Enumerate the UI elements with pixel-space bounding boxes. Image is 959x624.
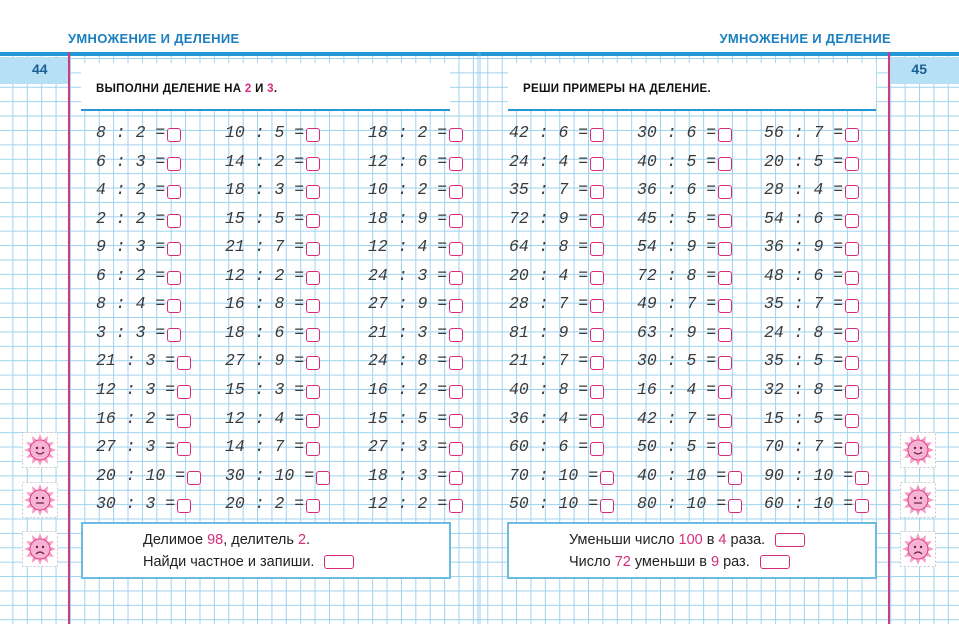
answer-box[interactable] bbox=[718, 242, 732, 256]
division-example bbox=[96, 323, 165, 343]
example-expression: 14 : 2 = bbox=[225, 151, 305, 171]
right-page-header: УМНОЖЕНИЕ И ДЕЛЕНИЕ bbox=[719, 31, 891, 46]
division-example bbox=[509, 237, 588, 257]
right-margin-line bbox=[888, 52, 890, 624]
example-expression: 21 : 7 = bbox=[509, 351, 589, 371]
answer-box[interactable] bbox=[306, 414, 320, 428]
answer-box[interactable] bbox=[449, 442, 463, 456]
example-expression: 70 : 7 = bbox=[764, 437, 844, 457]
answer-box[interactable] bbox=[306, 385, 320, 399]
example-expression: 14 : 7 = bbox=[225, 437, 305, 457]
division-example bbox=[764, 323, 843, 343]
division-example bbox=[764, 180, 843, 200]
answer-box[interactable] bbox=[590, 328, 604, 342]
division-example bbox=[637, 237, 716, 257]
example-expression: 16 : 8 = bbox=[225, 294, 305, 314]
answer-box[interactable] bbox=[306, 442, 320, 456]
division-example bbox=[96, 437, 175, 457]
left-problem-answer-box[interactable] bbox=[324, 555, 354, 569]
answer-box[interactable] bbox=[590, 242, 604, 256]
answer-box[interactable] bbox=[845, 385, 859, 399]
left-problem-line-1: Делимое 98 , делитель 2 . bbox=[143, 532, 311, 548]
example-expression: 42 : 6 = bbox=[509, 123, 589, 142]
answer-box[interactable] bbox=[590, 128, 604, 142]
division-example bbox=[368, 123, 447, 143]
division-example bbox=[637, 294, 716, 314]
answer-box[interactable] bbox=[177, 442, 191, 456]
division-example bbox=[509, 266, 588, 286]
example-expression: 50 : 10 = bbox=[509, 494, 599, 514]
answer-box[interactable] bbox=[306, 185, 320, 199]
example-expression: 15 : 5 = bbox=[368, 408, 448, 428]
answer-box[interactable] bbox=[718, 299, 732, 313]
example-expression: 18 : 2 = bbox=[368, 123, 448, 142]
division-example bbox=[509, 180, 588, 200]
division-example bbox=[96, 266, 165, 286]
example-expression: 54 : 9 = bbox=[637, 237, 717, 257]
answer-box[interactable] bbox=[306, 356, 320, 370]
division-example bbox=[509, 351, 588, 371]
example-expression: 2 : 2 = bbox=[96, 208, 166, 228]
example-expression: 60 : 6 = bbox=[509, 437, 589, 457]
left-margin-line bbox=[68, 52, 70, 624]
division-example bbox=[368, 209, 447, 229]
division-example bbox=[96, 409, 175, 429]
division-example bbox=[368, 437, 447, 457]
example-expression: 48 : 6 = bbox=[764, 265, 844, 285]
division-example bbox=[368, 237, 447, 257]
answer-box[interactable] bbox=[449, 499, 463, 513]
example-expression: 24 : 8 = bbox=[764, 322, 844, 342]
division-example bbox=[225, 409, 304, 429]
right-problem-line-1: Уменьши число 100 в 4 раза. bbox=[569, 532, 805, 548]
division-example bbox=[764, 152, 843, 172]
right-problem-line-2: Число 72 уменьши в 9 раз. bbox=[569, 554, 790, 570]
right-task-text: РЕШИ ПРИМЕРЫ НА ДЕЛЕНИЕ. bbox=[523, 83, 711, 95]
answer-box[interactable] bbox=[167, 328, 181, 342]
division-example bbox=[225, 466, 314, 486]
example-expression: 8 : 2 = bbox=[96, 123, 166, 142]
example-expression: 36 : 6 = bbox=[637, 180, 717, 200]
example-expression: 3 : 3 = bbox=[96, 322, 166, 342]
division-example bbox=[637, 323, 716, 343]
example-expression: 40 : 10 = bbox=[637, 465, 727, 485]
example-expression: 12 : 4 = bbox=[368, 237, 448, 257]
answer-box[interactable] bbox=[306, 271, 320, 285]
answer-box[interactable] bbox=[845, 299, 859, 313]
division-example bbox=[368, 466, 447, 486]
example-expression: 28 : 4 = bbox=[764, 180, 844, 200]
example-expression: 20 : 2 = bbox=[225, 494, 305, 514]
answer-box[interactable] bbox=[177, 356, 191, 370]
division-example bbox=[368, 323, 447, 343]
division-example bbox=[96, 180, 165, 200]
answer-box[interactable] bbox=[590, 414, 604, 428]
answer-box[interactable] bbox=[855, 471, 869, 485]
answer-box[interactable] bbox=[600, 471, 614, 485]
division-example bbox=[637, 466, 726, 486]
division-example bbox=[637, 437, 716, 457]
answer-box[interactable] bbox=[855, 499, 869, 513]
example-expression: 63 : 9 = bbox=[637, 322, 717, 342]
answer-box[interactable] bbox=[728, 471, 742, 485]
example-expression: 70 : 10 = bbox=[509, 465, 599, 485]
answer-box[interactable] bbox=[449, 185, 463, 199]
sun-sad-icon[interactable] bbox=[22, 531, 58, 567]
answer-box[interactable] bbox=[167, 128, 181, 142]
example-expression: 35 : 5 = bbox=[764, 351, 844, 371]
right-page-number: 45 bbox=[911, 61, 927, 77]
right-word-problem bbox=[507, 522, 877, 579]
division-example bbox=[637, 351, 716, 371]
answer-box[interactable] bbox=[187, 471, 201, 485]
answer-box[interactable] bbox=[306, 157, 320, 171]
answer-box[interactable] bbox=[167, 214, 181, 228]
division-example bbox=[764, 466, 853, 486]
division-example bbox=[368, 409, 447, 429]
example-expression: 12 : 2 = bbox=[225, 265, 305, 285]
answer-box[interactable] bbox=[449, 414, 463, 428]
answer-box[interactable] bbox=[177, 414, 191, 428]
example-expression: 15 : 5 = bbox=[764, 408, 844, 428]
answer-box[interactable] bbox=[306, 499, 320, 513]
answer-box[interactable] bbox=[449, 471, 463, 485]
example-expression: 64 : 8 = bbox=[509, 237, 589, 257]
answer-box[interactable] bbox=[845, 128, 859, 142]
answer-box[interactable] bbox=[306, 242, 320, 256]
example-expression: 16 : 2 = bbox=[96, 408, 176, 428]
division-example bbox=[225, 152, 304, 172]
answer-box[interactable] bbox=[718, 214, 732, 228]
division-example bbox=[225, 351, 304, 371]
example-expression: 50 : 5 = bbox=[637, 437, 717, 457]
answer-box[interactable] bbox=[590, 214, 604, 228]
answer-box[interactable] bbox=[845, 414, 859, 428]
division-example bbox=[368, 494, 447, 514]
example-expression: 35 : 7 = bbox=[764, 294, 844, 314]
division-example bbox=[225, 494, 304, 514]
answer-box[interactable] bbox=[167, 242, 181, 256]
example-expression: 60 : 10 = bbox=[764, 494, 854, 514]
example-expression: 40 : 5 = bbox=[637, 151, 717, 171]
answer-box[interactable] bbox=[845, 328, 859, 342]
answer-box[interactable] bbox=[718, 128, 732, 142]
answer-box[interactable] bbox=[306, 128, 320, 142]
sun-neutral-icon[interactable] bbox=[900, 482, 936, 518]
example-expression: 36 : 4 = bbox=[509, 408, 589, 428]
division-example bbox=[637, 266, 716, 286]
left-task-heading bbox=[81, 63, 450, 111]
right-problem-answer-box-2[interactable] bbox=[760, 555, 790, 569]
division-example bbox=[368, 351, 447, 371]
example-expression: 32 : 8 = bbox=[764, 379, 844, 399]
division-example bbox=[96, 123, 165, 143]
division-example bbox=[368, 380, 447, 400]
left-task-text: ВЫПОЛНИ ДЕЛЕНИЕ НА 2 И 3. bbox=[96, 83, 278, 95]
division-example bbox=[368, 294, 447, 314]
sun-neutral-icon[interactable] bbox=[22, 482, 58, 518]
division-example bbox=[96, 466, 185, 486]
sun-happy-icon[interactable] bbox=[22, 432, 58, 468]
answer-box[interactable] bbox=[590, 356, 604, 370]
division-example bbox=[509, 209, 588, 229]
example-expression: 12 : 3 = bbox=[96, 379, 176, 399]
answer-box[interactable] bbox=[177, 385, 191, 399]
answer-box[interactable] bbox=[845, 442, 859, 456]
answer-box[interactable] bbox=[590, 185, 604, 199]
example-expression: 54 : 6 = bbox=[764, 208, 844, 228]
example-expression: 80 : 10 = bbox=[637, 494, 727, 514]
answer-box[interactable] bbox=[845, 356, 859, 370]
example-expression: 16 : 2 = bbox=[368, 379, 448, 399]
book-spine bbox=[477, 52, 481, 624]
division-example bbox=[509, 494, 598, 514]
right-problem-answer-box-1[interactable] bbox=[775, 533, 805, 547]
division-example bbox=[96, 494, 175, 514]
answer-box[interactable] bbox=[600, 499, 614, 513]
example-expression: 30 : 5 = bbox=[637, 351, 717, 371]
answer-box[interactable] bbox=[590, 271, 604, 285]
division-example bbox=[764, 351, 843, 371]
division-example bbox=[509, 409, 588, 429]
division-example bbox=[368, 180, 447, 200]
example-expression: 28 : 7 = bbox=[509, 294, 589, 314]
left-problem-line-2: Найди частное и запиши. bbox=[143, 554, 354, 570]
example-expression: 72 : 9 = bbox=[509, 208, 589, 228]
example-expression: 10 : 5 = bbox=[225, 123, 305, 142]
example-expression: 12 : 6 = bbox=[368, 151, 448, 171]
division-example bbox=[225, 380, 304, 400]
example-expression: 81 : 9 = bbox=[509, 322, 589, 342]
left-page-header: УМНОЖЕНИЕ И ДЕЛЕНИЕ bbox=[68, 31, 240, 46]
answer-box[interactable] bbox=[449, 214, 463, 228]
division-example bbox=[96, 237, 165, 257]
answer-box[interactable] bbox=[316, 471, 330, 485]
example-expression: 27 : 3 = bbox=[96, 437, 176, 457]
example-expression: 4 : 2 = bbox=[96, 180, 166, 200]
answer-box[interactable] bbox=[306, 328, 320, 342]
example-expression: 30 : 6 = bbox=[637, 123, 717, 142]
division-example bbox=[225, 294, 304, 314]
example-expression: 27 : 9 = bbox=[368, 294, 448, 314]
example-expression: 12 : 2 = bbox=[368, 494, 448, 514]
example-expression: 72 : 8 = bbox=[637, 265, 717, 285]
example-expression: 20 : 5 = bbox=[764, 151, 844, 171]
answer-box[interactable] bbox=[449, 299, 463, 313]
division-example bbox=[225, 180, 304, 200]
left-page-number: 44 bbox=[32, 61, 48, 77]
answer-box[interactable] bbox=[845, 185, 859, 199]
answer-box[interactable] bbox=[718, 185, 732, 199]
answer-box[interactable] bbox=[718, 328, 732, 342]
example-expression: 15 : 3 = bbox=[225, 379, 305, 399]
answer-box[interactable] bbox=[449, 385, 463, 399]
answer-box[interactable] bbox=[167, 157, 181, 171]
division-example bbox=[96, 351, 175, 371]
answer-box[interactable] bbox=[845, 214, 859, 228]
example-expression: 20 : 10 = bbox=[96, 465, 186, 485]
division-example bbox=[225, 209, 304, 229]
division-example bbox=[509, 123, 588, 143]
example-expression: 24 : 4 = bbox=[509, 151, 589, 171]
division-example bbox=[96, 152, 165, 172]
division-example bbox=[509, 152, 588, 172]
answer-box[interactable] bbox=[718, 157, 732, 171]
answer-box[interactable] bbox=[306, 299, 320, 313]
example-expression: 49 : 7 = bbox=[637, 294, 717, 314]
example-expression: 9 : 3 = bbox=[96, 237, 166, 257]
division-example bbox=[225, 237, 304, 257]
right-task-heading bbox=[508, 63, 876, 111]
division-example bbox=[225, 123, 304, 143]
division-example bbox=[637, 180, 716, 200]
division-example bbox=[764, 409, 843, 429]
answer-box[interactable] bbox=[845, 271, 859, 285]
division-example bbox=[509, 466, 598, 486]
example-expression: 42 : 7 = bbox=[637, 408, 717, 428]
example-expression: 35 : 7 = bbox=[509, 180, 589, 200]
left-word-problem bbox=[81, 522, 451, 579]
division-example bbox=[637, 494, 726, 514]
answer-box[interactable] bbox=[449, 242, 463, 256]
answer-box[interactable] bbox=[167, 185, 181, 199]
division-example bbox=[637, 123, 716, 143]
division-example bbox=[764, 380, 843, 400]
answer-box[interactable] bbox=[449, 271, 463, 285]
answer-box[interactable] bbox=[718, 356, 732, 370]
division-example bbox=[225, 437, 304, 457]
example-expression: 56 : 7 = bbox=[764, 123, 844, 142]
example-expression: 18 : 9 = bbox=[368, 208, 448, 228]
division-example bbox=[509, 437, 588, 457]
answer-box[interactable] bbox=[718, 414, 732, 428]
division-example bbox=[225, 323, 304, 343]
answer-box[interactable] bbox=[845, 242, 859, 256]
example-expression: 12 : 4 = bbox=[225, 408, 305, 428]
division-example bbox=[637, 152, 716, 172]
example-expression: 21 : 7 = bbox=[225, 237, 305, 257]
example-expression: 18 : 3 = bbox=[368, 465, 448, 485]
division-example bbox=[96, 294, 165, 314]
division-example bbox=[509, 323, 588, 343]
example-expression: 36 : 9 = bbox=[764, 237, 844, 257]
division-example bbox=[764, 266, 843, 286]
example-expression: 30 : 3 = bbox=[96, 494, 176, 514]
division-example bbox=[96, 380, 175, 400]
division-example bbox=[509, 380, 588, 400]
example-expression: 90 : 10 = bbox=[764, 465, 854, 485]
division-example bbox=[637, 409, 716, 429]
example-expression: 21 : 3 = bbox=[96, 351, 176, 371]
answer-box[interactable] bbox=[177, 499, 191, 513]
answer-box[interactable] bbox=[449, 128, 463, 142]
division-example bbox=[225, 266, 304, 286]
answer-box[interactable] bbox=[167, 299, 181, 313]
example-expression: 27 : 9 = bbox=[225, 351, 305, 371]
example-expression: 45 : 5 = bbox=[637, 208, 717, 228]
example-expression: 8 : 4 = bbox=[96, 294, 166, 314]
division-example bbox=[764, 123, 843, 143]
example-expression: 10 : 2 = bbox=[368, 180, 448, 200]
answer-box[interactable] bbox=[449, 328, 463, 342]
division-example bbox=[368, 266, 447, 286]
example-expression: 21 : 3 = bbox=[368, 322, 448, 342]
division-example bbox=[637, 380, 716, 400]
division-example bbox=[368, 152, 447, 172]
answer-box[interactable] bbox=[590, 442, 604, 456]
example-expression: 24 : 8 = bbox=[368, 351, 448, 371]
division-example bbox=[96, 209, 165, 229]
division-example bbox=[764, 209, 843, 229]
answer-box[interactable] bbox=[306, 214, 320, 228]
answer-box[interactable] bbox=[590, 299, 604, 313]
example-expression: 6 : 2 = bbox=[96, 265, 166, 285]
answer-box[interactable] bbox=[449, 157, 463, 171]
example-expression: 40 : 8 = bbox=[509, 379, 589, 399]
division-example bbox=[764, 294, 843, 314]
division-example bbox=[637, 209, 716, 229]
sun-happy-icon[interactable] bbox=[900, 432, 936, 468]
example-expression: 24 : 3 = bbox=[368, 265, 448, 285]
answer-box[interactable] bbox=[845, 157, 859, 171]
answer-box[interactable] bbox=[449, 356, 463, 370]
division-example bbox=[764, 237, 843, 257]
division-example bbox=[764, 437, 843, 457]
answer-box[interactable] bbox=[590, 385, 604, 399]
answer-box[interactable] bbox=[718, 385, 732, 399]
example-expression: 18 : 6 = bbox=[225, 322, 305, 342]
division-example bbox=[764, 494, 853, 514]
example-expression: 15 : 5 = bbox=[225, 208, 305, 228]
answer-box[interactable] bbox=[718, 271, 732, 285]
example-expression: 30 : 10 = bbox=[225, 465, 315, 485]
example-expression: 20 : 4 = bbox=[509, 265, 589, 285]
answer-box[interactable] bbox=[728, 499, 742, 513]
example-expression: 27 : 3 = bbox=[368, 437, 448, 457]
example-expression: 16 : 4 = bbox=[637, 379, 717, 399]
answer-box[interactable] bbox=[590, 157, 604, 171]
sun-sad-icon[interactable] bbox=[900, 531, 936, 567]
example-expression: 18 : 3 = bbox=[225, 180, 305, 200]
example-expression: 6 : 3 = bbox=[96, 151, 166, 171]
division-example bbox=[509, 294, 588, 314]
answer-box[interactable] bbox=[167, 271, 181, 285]
answer-box[interactable] bbox=[718, 442, 732, 456]
